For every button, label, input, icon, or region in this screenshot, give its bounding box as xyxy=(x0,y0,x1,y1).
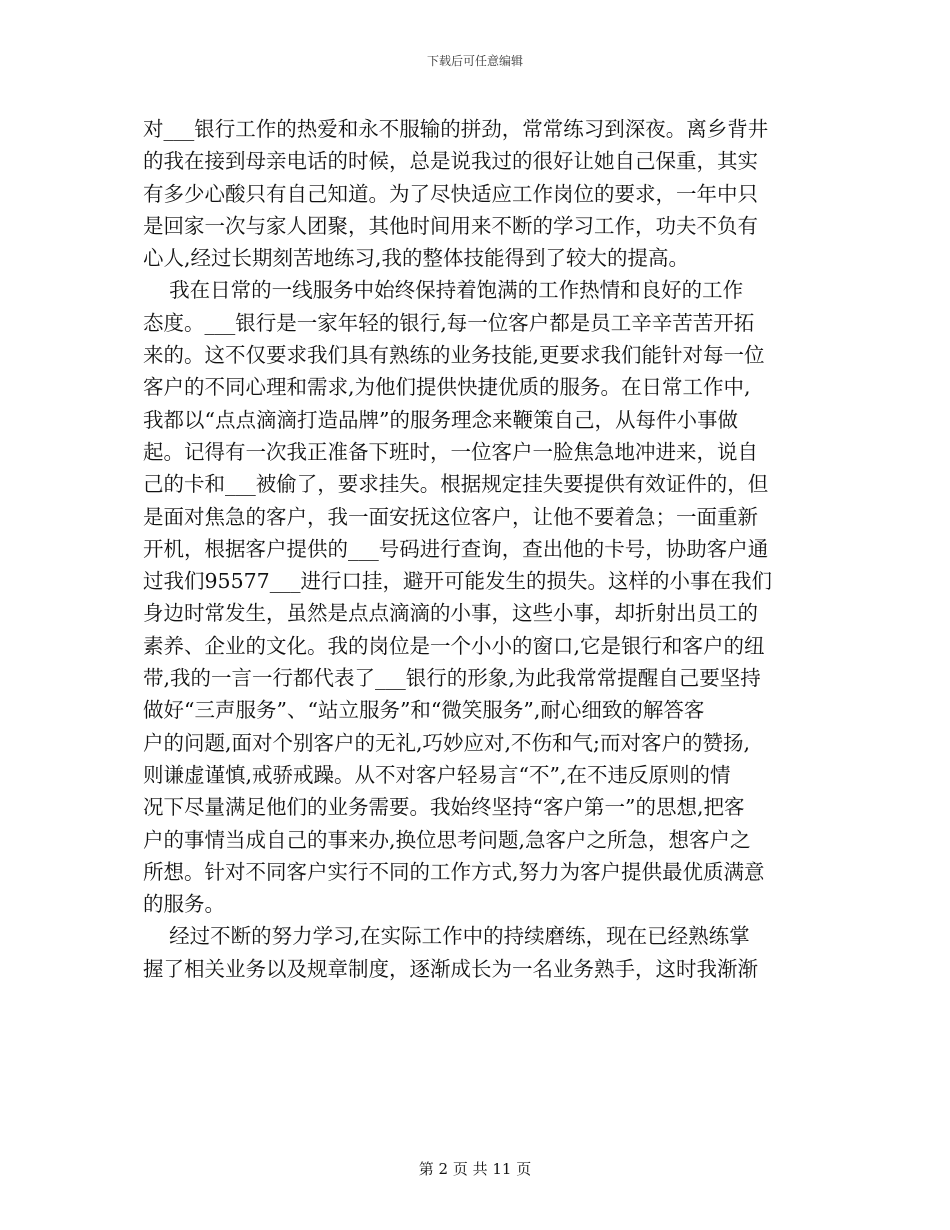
text-line: 起。记得有一次我正准备下班时，一位客户一脸焦急地冲进来，说自 xyxy=(143,439,758,464)
text-line: 开机，根据客户提供的___号码进行查询，查出他的卡号，协助客户通 xyxy=(143,536,769,561)
page-header: 下载后可任意编辑 xyxy=(426,54,523,68)
text-line: 况下尽量满足他们的业务需要。我始终坚持“客户第一”的思想,把客 xyxy=(143,795,745,820)
text-line: 己的卡和___被偷了，要求挂失。根据规定挂失要提供有效证件的，但 xyxy=(143,472,769,497)
text-line: 是面对焦急的客户，我一面安抚这位客户，让他不要着急；一面重新 xyxy=(143,504,758,529)
text-line: 身边时常发生，虽然是点点滴滴的小事，这些小事，却折射出员工的 xyxy=(143,601,758,626)
text-line: 有多少心酸只有自己知道。为了尽快适应工作岗位的要求，一年中只 xyxy=(143,181,758,206)
text-line: 是回家一次与家人团聚，其他时间用来不断的学习工作，功夫不负有 xyxy=(143,213,758,238)
page-footer: 第 2 页 共 11 页 xyxy=(418,1160,532,1178)
body-text xyxy=(143,113,803,985)
text-line: 经过不断的努力学习,在实际工作中的持续磨练，现在已经熟练掌 xyxy=(143,924,750,949)
text-line: 素养、企业的文化。我的岗位是一个小小的窗口,它是银行和客户的纽 xyxy=(143,633,765,658)
text-line: 我在日常的一线服务中始终保持着饱满的工作热情和良好的工作 xyxy=(143,278,744,303)
text-line: 则谦虚谨慎,戒骄戒躁。从不对客户轻易言“不”,在不违反原则的情 xyxy=(143,762,731,787)
text-line: 我都以“点点滴滴打造品牌”的服务理念来鞭策自己，从每件小事做 xyxy=(143,407,738,432)
text-line: 带,我的一言一行都代表了___银行的形象,为此我常常提醒自己要坚持 xyxy=(143,666,761,691)
text-line: 对___银行工作的热爱和永不服输的拼劲，常常练习到深夜。离乡背井 xyxy=(143,117,769,141)
text-line: 客户的不同心理和需求,为他们提供快捷优质的服务。在日常工作中, xyxy=(143,375,751,400)
text-line: 握了相关业务以及规章制度，逐渐成长为一名业务熟手，这时我渐渐 xyxy=(143,956,758,981)
text-line: 做好“三声服务”、“站立服务”和“微笑服务”,耐心细致的解答客 xyxy=(143,698,705,723)
text-line: 来的。这不仅要求我们具有熟练的业务技能,更要求我们能针对每一位 xyxy=(143,343,765,368)
text-line: 所想。针对不同客户实行不同的工作方式,努力为客户提供最优质满意 xyxy=(143,859,765,884)
text-line: 户的事情当成自己的事来办,换位思考问题,急客户之所急，想客户之 xyxy=(143,827,751,852)
text-line: 过我们95577___进行口挂，避开可能发生的损失。这样的小事在我们 xyxy=(143,569,772,594)
text-line: 的我在接到母亲电话的时候，总是说我过的很好让她自己保重，其实 xyxy=(143,149,758,174)
text-line: 心人,经过长期刻苦地练习,我的整体技能得到了较大的提高。 xyxy=(143,246,690,271)
text-line: 户的问题,面对个别客户的无礼,巧妙应对,不伤和气;而对客户的赞扬, xyxy=(143,730,750,755)
text-line: 的服务。 xyxy=(143,892,225,917)
text-line: 态度。___银行是一家年轻的银行,每一位客户都是员工辛辛苦苦开拓 xyxy=(143,310,755,335)
